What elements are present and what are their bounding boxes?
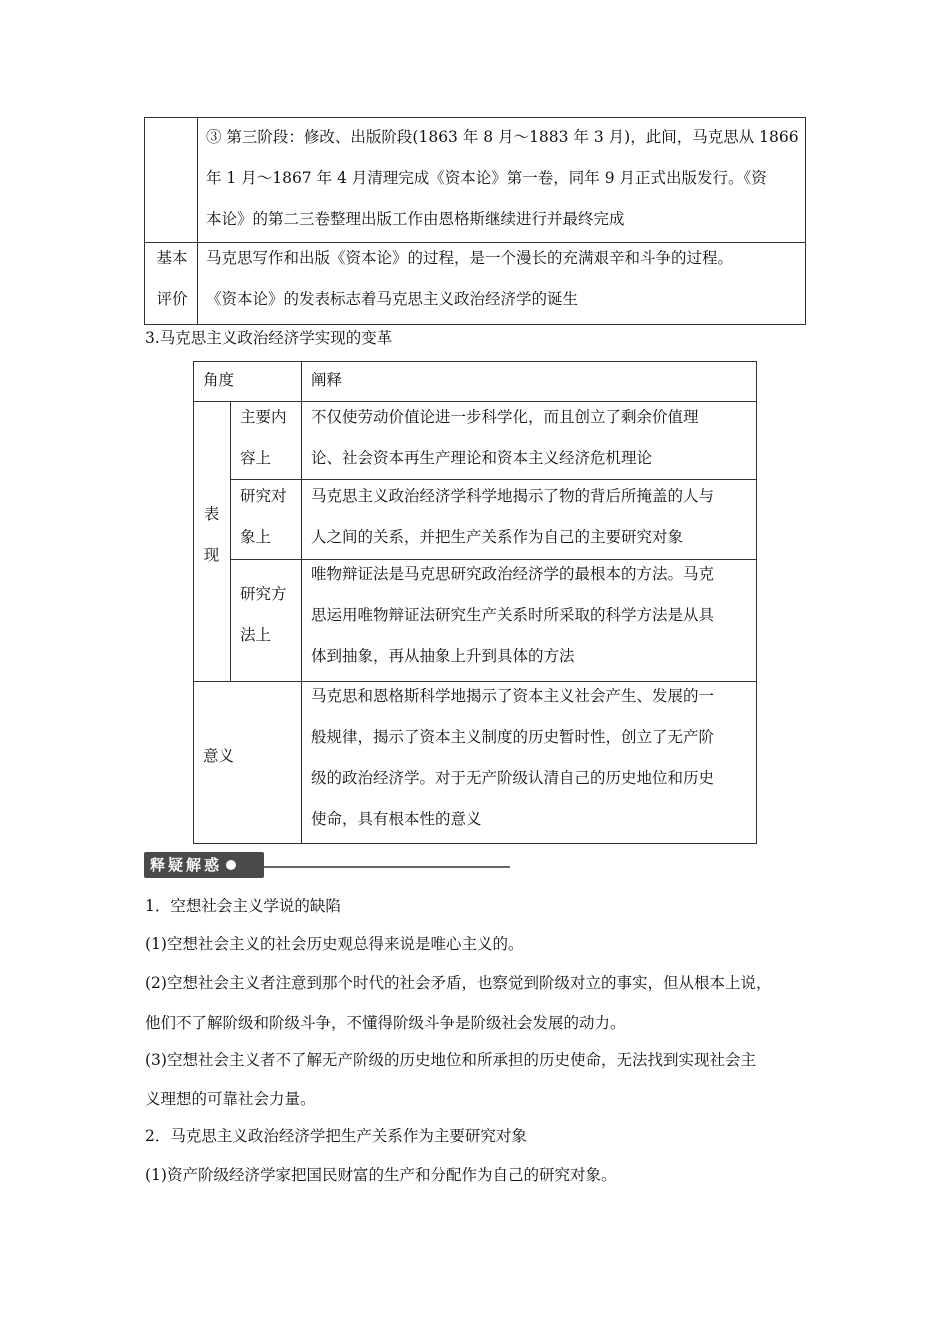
table-divider	[197, 117, 198, 325]
body-paragraph: (1)空想社会主义的社会历史观总得来说是唯心主义的。	[145, 935, 524, 953]
row-text	[311, 554, 753, 677]
body-paragraph: 他们不了解阶级和阶级斗争，不懂得阶级斗争是阶级社会发展的动力。	[145, 1014, 626, 1032]
body-heading: 1．空想社会主义学说的缺陷	[145, 897, 341, 915]
row-text-line: 体到抽象，再从抽象上升到具体的方法	[311, 647, 575, 665]
row-text-line: 论、社会资本再生产理论和资本主义经济危机理论	[311, 449, 653, 467]
meaning-line: 使命，具有根本性的意义	[311, 810, 482, 828]
row-label-line: 容上	[240, 449, 272, 467]
row-text-line: 不仅使劳动价值论进一步科学化，而且创立了剩余价值理	[311, 408, 699, 426]
section-badge	[144, 852, 264, 878]
meaning-text	[311, 676, 753, 840]
header-angle: 角度	[203, 371, 235, 389]
meaning-label: 意义	[203, 747, 235, 765]
body-paragraph: 义理想的可靠社会力量。	[145, 1090, 316, 1108]
meaning-line: 马克思和恩格斯科学地揭示了资本主义社会产生、发展的一	[311, 687, 715, 705]
section3-title: 3.马克思主义政治经济学实现的变革	[145, 329, 393, 347]
table-divider	[230, 401, 231, 681]
row-label	[240, 476, 287, 558]
header-explain: 阐释	[311, 371, 343, 389]
stage3-line: 年 1 月～1867 年 4 月清理完成《资本论》第一卷，同年 9 月正式出版发行。《资	[206, 169, 767, 187]
table-divider	[301, 361, 302, 844]
eval-cell	[206, 238, 802, 320]
row-label-line: 研究方	[240, 585, 287, 603]
stage3-line: 本论》的第二三卷整理出版工作由恩格斯继续进行并最终完成	[206, 210, 625, 228]
meaning-line: 级的政治经济学。对于无产阶级认清自己的历史地位和历史	[311, 769, 715, 787]
row-label	[240, 397, 287, 479]
row-label-line: 研究对	[240, 487, 287, 505]
eval-label-cell	[150, 238, 194, 320]
badge-rule	[264, 866, 510, 868]
row-text-line: 唯物辩证法是马克思研究政治经济学的最根本的方法。马克	[311, 565, 715, 583]
row-label	[240, 574, 287, 656]
row-label-line: 法上	[240, 626, 272, 644]
group-label-char: 表	[203, 505, 220, 523]
eval-label: 基本	[156, 249, 188, 267]
row-text	[311, 476, 753, 558]
row-text-line: 思运用唯物辩证法研究生产关系时所采取的科学方法是从具	[311, 606, 715, 624]
row-label-line: 主要内	[240, 408, 287, 426]
body-paragraph: (1)资产阶级经济学家把国民财富的生产和分配作为自己的研究对象。	[145, 1166, 617, 1184]
eval-line: 马克思写作和出版《资本论》的过程，是一个漫长的充满艰辛和斗争的过程。	[206, 249, 734, 267]
row-text	[311, 397, 753, 479]
badge-label: 释疑解惑	[150, 856, 223, 874]
body-paragraph: (3)空想社会主义者不了解无产阶级的历史地位和所承担的历史使命，无法找到实现社会主	[145, 1051, 756, 1069]
body-heading: 2．马克思主义政治经济学把生产关系作为主要研究对象	[145, 1127, 527, 1145]
row-text-line: 人之间的关系，并把生产关系作为自己的主要研究对象	[311, 528, 684, 546]
dot-icon	[226, 860, 236, 870]
row-label-line: 象上	[240, 528, 272, 546]
stage3-line: ③ 第三阶段：修改、出版阶段(1863 年 8 月～1883 年 3 月)，此间，马克思从 1866	[206, 128, 799, 146]
meaning-line: 般规律，揭示了资本主义制度的历史暂时性，创立了无产阶	[311, 728, 715, 746]
eval-line: 《资本论》的发表标志着马克思主义政治经济学的诞生	[206, 290, 579, 308]
row-text-line: 马克思主义政治经济学科学地揭示了物的背后所掩盖的人与	[311, 487, 715, 505]
eval-label: 评价	[156, 290, 188, 308]
group-label-char: 现	[203, 546, 220, 564]
group-label	[193, 494, 230, 576]
body-paragraph: (2)空想社会主义者注意到那个时代的社会矛盾，也察觉到阶级对立的事实，但从根本上说，	[145, 974, 772, 992]
stage3-cell	[206, 117, 802, 240]
